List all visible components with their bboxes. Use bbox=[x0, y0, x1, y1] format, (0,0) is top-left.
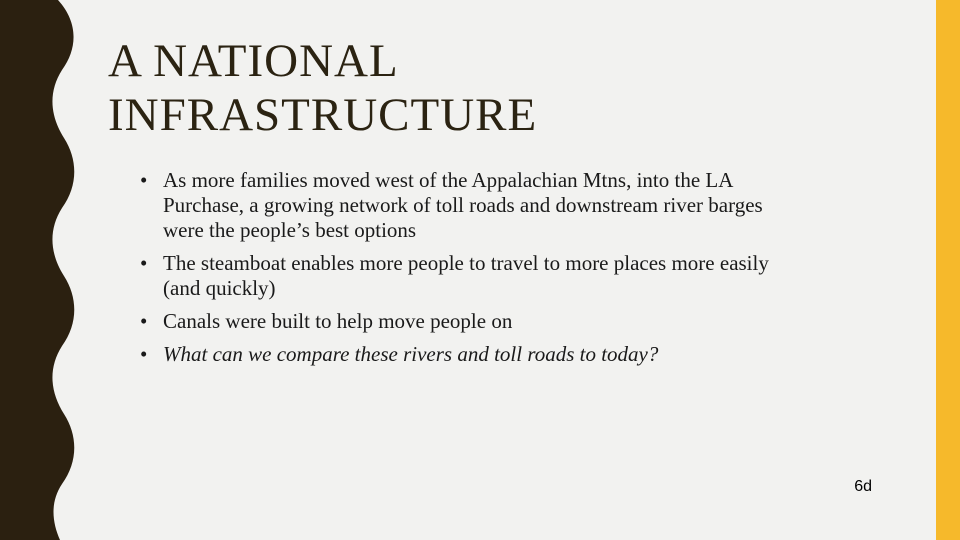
bullet-item bbox=[140, 251, 800, 301]
bullet-text: The steamboat enables more people to travel to more places more easily (and quickly) bbox=[163, 251, 769, 300]
bullet-list bbox=[140, 168, 800, 375]
page-number: 6d bbox=[854, 478, 872, 495]
wavy-left-border-shape bbox=[0, 0, 74, 540]
bullet-dot: • bbox=[140, 251, 148, 275]
bullet-item bbox=[140, 309, 800, 334]
bullet-text: As more families moved west of the Appalachian Mtns, into the LA Purchase, a growing network of toll roads and downstream river barges were the people’s best options bbox=[163, 168, 763, 242]
bullet-dot: • bbox=[140, 309, 148, 333]
bullet-text-question: What can we compare these rivers and toll roads to today? bbox=[163, 342, 659, 366]
slide-title-line-2: INFRASTRUCTURE bbox=[108, 89, 538, 141]
bullet-text: Canals were built to help move people on bbox=[163, 309, 513, 333]
accent-bar bbox=[936, 0, 960, 540]
bullet-item-question bbox=[140, 342, 800, 367]
bullet-dot: • bbox=[140, 342, 148, 366]
bullet-item bbox=[140, 168, 800, 243]
bullet-dot: • bbox=[140, 168, 148, 192]
slide-title-line-1: A NATIONAL bbox=[108, 35, 399, 87]
slide-title bbox=[108, 34, 868, 142]
wavy-left-border bbox=[0, 0, 80, 540]
